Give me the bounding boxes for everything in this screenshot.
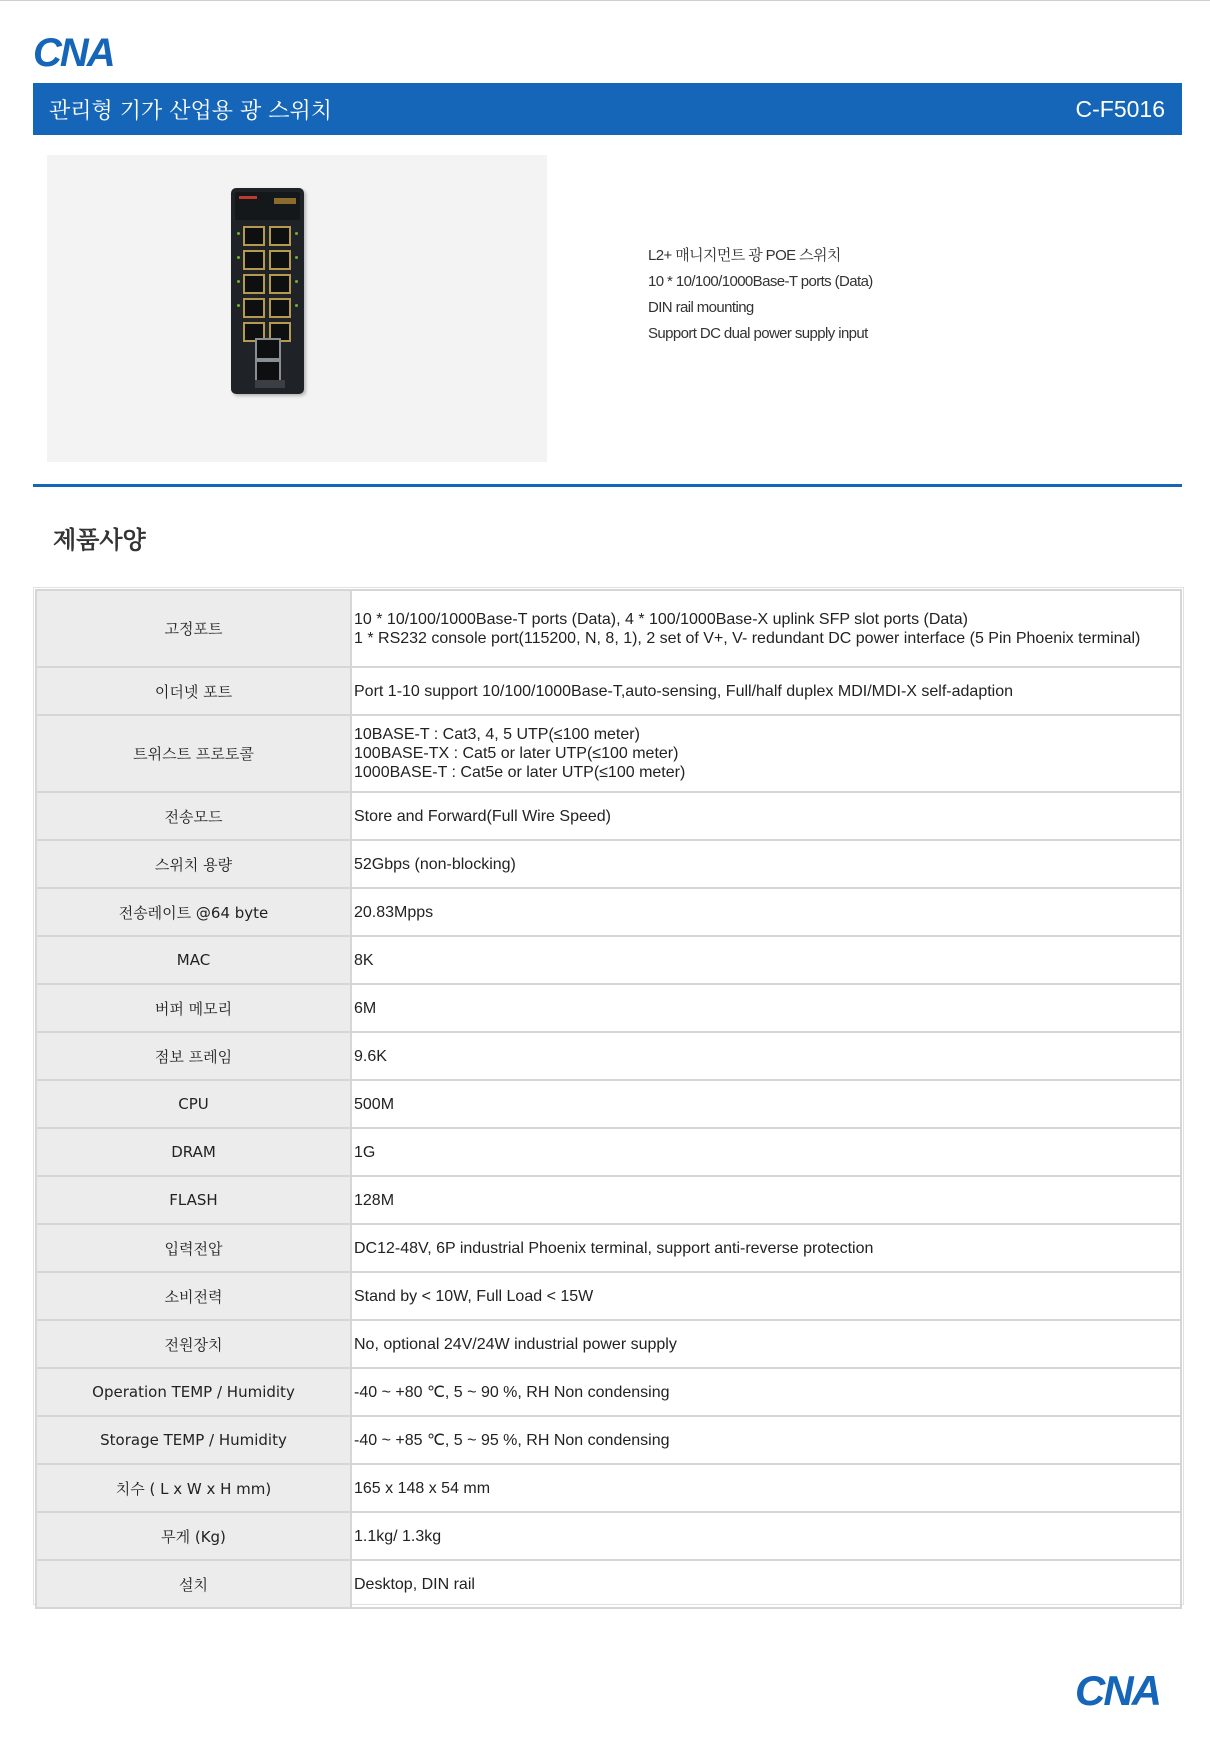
spec-value-line: 9.6K [354, 1047, 387, 1065]
spec-label: CPU [36, 1080, 351, 1128]
spec-row [36, 1032, 1181, 1080]
spec-value [351, 1032, 1181, 1080]
cna-logo-footer: CNA [1075, 1667, 1160, 1714]
spec-value-line: 52Gbps (non-blocking) [354, 855, 516, 873]
spec-label: MAC [36, 936, 351, 984]
spec-value-line: 100BASE-TX : Cat5 or later UTP(≤100 meter) [354, 745, 679, 762]
spec-value-line: 1G [354, 1143, 376, 1161]
spec-label: 전송레이트 @64 byte [36, 888, 351, 936]
status-led [237, 280, 240, 283]
spec-value-line: No, optional 24V/24W industrial power supply [354, 1335, 677, 1353]
rj45-port [269, 250, 291, 270]
spec-row [36, 1272, 1181, 1320]
spec-value-line: 1.1kg/ 1.3kg [354, 1527, 442, 1545]
feature-item: 10 * 10/100/1000Base-T ports (Data) [648, 273, 873, 290]
spec-row [36, 1224, 1181, 1272]
spec-value-line: Port 1-10 support 10/100/1000Base-T,auto-sensing, Full/half duplex MDI/MDI-X self-adaption [354, 682, 1014, 700]
status-led [295, 304, 298, 307]
rj45-port [243, 274, 265, 294]
device-terminal-block [255, 380, 285, 388]
spec-row [36, 1464, 1181, 1512]
spec-value [351, 984, 1181, 1032]
feature-item: Support DC dual power supply input [648, 325, 868, 342]
spec-row [36, 936, 1181, 984]
feature-item: L2+ 매니지먼트 광 POE 스위치 [648, 247, 841, 264]
product-title: 관리형 기가 산업용 광 스위치 [49, 98, 332, 124]
spec-label: 이더넷 포트 [36, 667, 351, 715]
spec-row [36, 590, 1181, 667]
status-led [237, 304, 240, 307]
spec-value [351, 1512, 1181, 1560]
spec-row [36, 1560, 1181, 1608]
top-divider [0, 0, 1210, 1]
spec-value [351, 1224, 1181, 1272]
spec-value-line: Store and Forward(Full Wire Speed) [354, 807, 611, 825]
model-number: C-F5016 [1075, 95, 1165, 122]
spec-label: 설치 [36, 1560, 351, 1608]
spec-label: 점보 프레임 [36, 1032, 351, 1080]
spec-value-line: 128M [354, 1191, 395, 1209]
spec-row [36, 888, 1181, 936]
spec-value [351, 1368, 1181, 1416]
rj45-port [269, 298, 291, 318]
rj45-port [243, 226, 265, 246]
spec-label: DRAM [36, 1128, 351, 1176]
spec-value [351, 1560, 1181, 1608]
spec-value-line: -40 ~ +85 ℃, 5 ~ 95 %, RH Non condensing [354, 1431, 670, 1449]
spec-value-line: Stand by < 10W, Full Load < 15W [354, 1287, 594, 1305]
status-led [295, 232, 298, 235]
spec-row [36, 667, 1181, 715]
spec-label: 버퍼 메모리 [36, 984, 351, 1032]
spec-table [35, 589, 1182, 1609]
spec-value-line: 500M [354, 1095, 395, 1113]
spec-value [351, 840, 1181, 888]
title-bar [33, 83, 1182, 135]
spec-value [351, 1176, 1181, 1224]
device-header-panel [235, 192, 300, 220]
sfp-slot [255, 360, 281, 382]
rj45-port [243, 250, 265, 270]
spec-label: 전송모드 [36, 792, 351, 840]
spec-value-line: 6M [354, 999, 377, 1017]
spec-row [36, 984, 1181, 1032]
spec-value [351, 590, 1181, 667]
spec-label: 무게 (Kg) [36, 1512, 351, 1560]
spec-row [36, 1176, 1181, 1224]
spec-value-line: 165 x 148 x 54 mm [354, 1479, 491, 1497]
spec-value-line: 1 * RS232 console port(115200, N, 8, 1), 2 set of V+, V- redundant DC power interface (5 Pin Phoenix terminal) [354, 629, 1141, 647]
spec-label: 소비전력 [36, 1272, 351, 1320]
spec-label: 입력전압 [36, 1224, 351, 1272]
spec-row [36, 840, 1181, 888]
spec-value-line: 8K [354, 951, 374, 969]
spec-row [36, 1416, 1181, 1464]
feature-item: DIN rail mounting [648, 299, 754, 316]
spec-value [351, 1080, 1181, 1128]
spec-label: FLASH [36, 1176, 351, 1224]
spec-value [351, 1272, 1181, 1320]
product-image [47, 155, 547, 462]
spec-section-title: 제품사양 [53, 526, 146, 554]
spec-label: 고정포트 [36, 590, 351, 667]
spec-value [351, 1128, 1181, 1176]
spec-value-line: 1000BASE-T : Cat5e or later UTP(≤100 meter) [354, 764, 686, 781]
spec-value-line: 10 * 10/100/1000Base-T ports (Data), 4 * 100/1000Base-X uplink SFP slot ports (Data) [354, 610, 968, 628]
spec-row [36, 715, 1181, 792]
spec-row [36, 1080, 1181, 1128]
spec-row [36, 1128, 1181, 1176]
section-divider [33, 484, 1182, 487]
status-led [237, 232, 240, 235]
spec-label: 치수 ( L x W x H mm) [36, 1464, 351, 1512]
spec-value [351, 667, 1181, 715]
device-label-mark [274, 198, 296, 204]
spec-label: 스위치 용량 [36, 840, 351, 888]
spec-value-line: 20.83Mpps [354, 903, 434, 921]
spec-label: 전원장치 [36, 1320, 351, 1368]
spec-value [351, 888, 1181, 936]
sfp-slot [255, 338, 281, 360]
device-brand-mark [239, 196, 257, 199]
rj45-port [243, 298, 265, 318]
spec-row [36, 1512, 1181, 1560]
switch-device-illustration [231, 188, 304, 394]
status-led [237, 256, 240, 259]
spec-value-line: Desktop, DIN rail [354, 1575, 475, 1593]
spec-row [36, 792, 1181, 840]
spec-value-line: -40 ~ +80 ℃, 5 ~ 90 %, RH Non condensing [354, 1383, 670, 1401]
spec-value [351, 792, 1181, 840]
spec-label: Storage TEMP / Humidity [36, 1416, 351, 1464]
spec-value [351, 1464, 1181, 1512]
spec-value [351, 1320, 1181, 1368]
rj45-port [269, 226, 291, 246]
status-led [295, 280, 298, 283]
spec-value-line: DC12-48V, 6P industrial Phoenix terminal, support anti-reverse protection [354, 1239, 874, 1257]
rj45-port [269, 274, 291, 294]
spec-label: Operation TEMP / Humidity [36, 1368, 351, 1416]
spec-label: 트위스트 프로토콜 [36, 715, 351, 792]
spec-value-line: 10BASE-T : Cat3, 4, 5 UTP(≤100 meter) [354, 726, 640, 743]
spec-value [351, 936, 1181, 984]
spec-value [351, 1416, 1181, 1464]
spec-row [36, 1368, 1181, 1416]
status-led [295, 256, 298, 259]
cna-logo: CNA [33, 31, 114, 75]
feature-list [648, 243, 873, 347]
spec-value [351, 715, 1181, 792]
spec-row [36, 1320, 1181, 1368]
